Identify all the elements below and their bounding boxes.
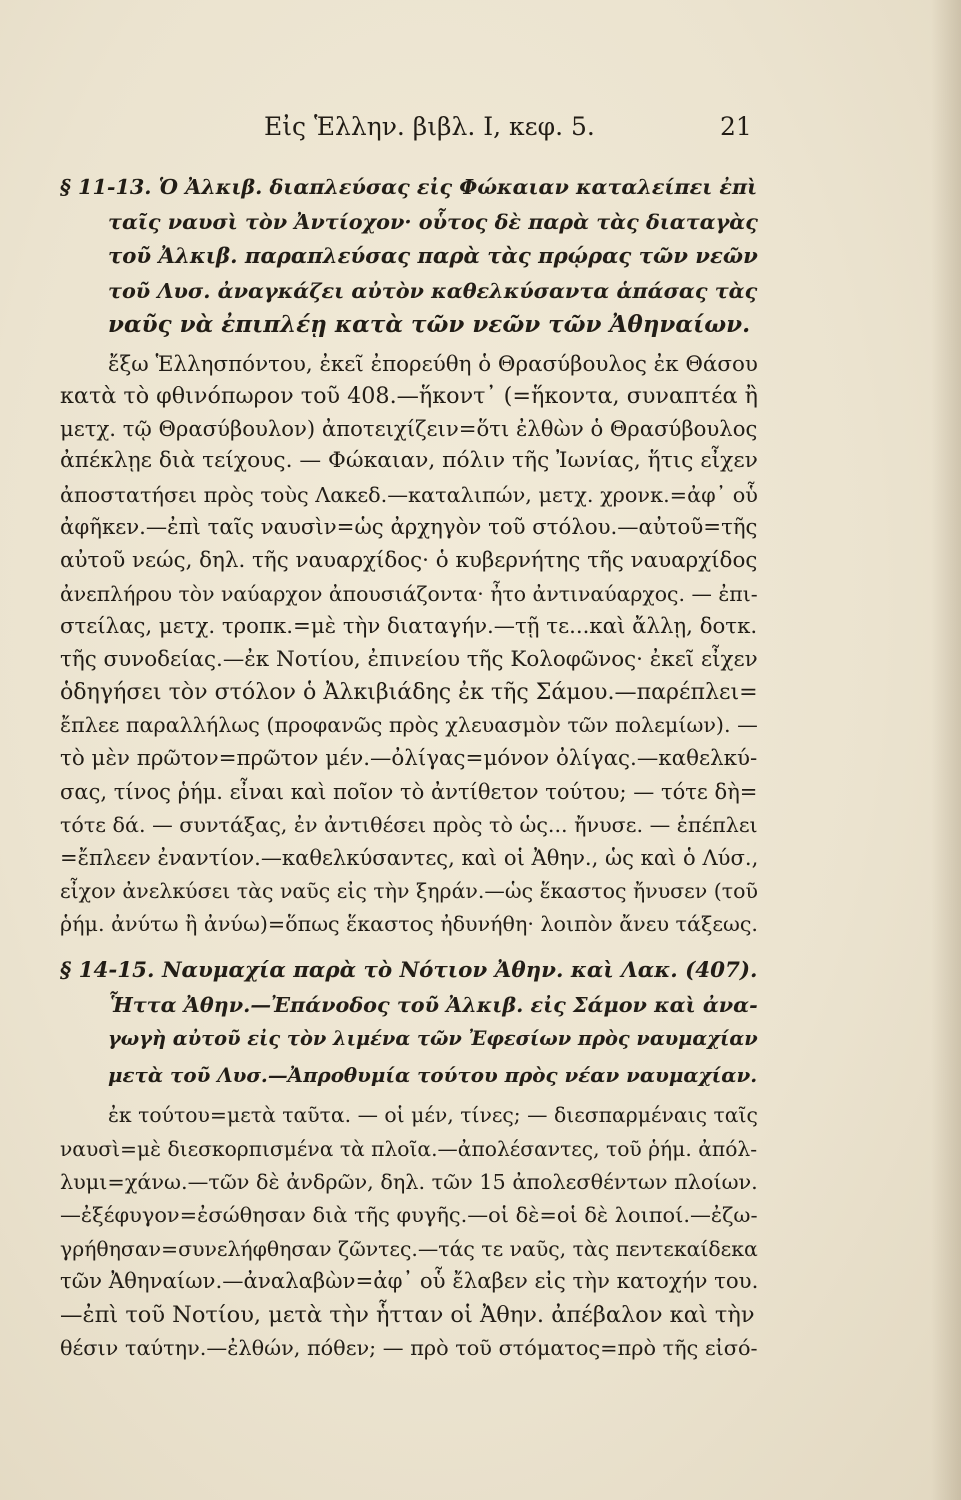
section2-body-line: ναυσὶ=μὲ διεσκορπισμένα τὰ πλοῖα.—ἀπολέσαντες, τοῦ ῥήμ. ἀπόλ- <box>60 1137 758 1161</box>
section1-body-line: τῆς συνοδείας.—ἐκ Νοτίου, ἐπινείου τῆς Κολοφῶνος· ἐκεῖ εἶχεν <box>60 647 758 672</box>
section1-body-line: ῥήμ. ἀνύτω ἢ ἀνύω)=ὅπως ἕκαστος ἠδυνήθη· λοιπὸν ἄνευ τάξεως. <box>60 912 758 936</box>
section2-heading-line: § 14-15. Ναυμαχία παρὰ τὸ Νότιον Ἀθην. καὶ Λακ. (407). <box>60 958 758 983</box>
section1-body-line: κατὰ τὸ φθινόπωρον τοῦ 408.—ἥκοντ᾽ (=ἥκοντα, συναπτέα ἢ <box>60 383 758 409</box>
section1-heading-line: τοῦ Ἀλκιβ. παραπλεύσας παρὰ τὰς πρῴρας τῶν νεῶν <box>108 244 758 269</box>
section1-body-line: ἀπέκλῃε διὰ τείχους. — Φώκαιαν, πόλιν τῆς Ἰωνίας, ἥτις εἶχεν <box>60 448 758 473</box>
section2-heading-line: γωγὴ αὐτοῦ εἰς τὸν λιμένα τῶν Ἐφεσίων πρὸς ναυμαχίαν <box>108 1027 758 1050</box>
page-edge-shadow <box>931 0 961 1500</box>
section2-body-line: λυμι=χάνω.—τῶν δὲ ἀνδρῶν, δηλ. τῶν 15 ἀπολεσθέντων πλοίων. <box>60 1170 758 1194</box>
section2-body-line: γρήθησαν=συνελήφθησαν ζῶντες.—τάς τε ναῦς, τὰς πεντεκαίδεκα <box>60 1237 758 1261</box>
section1-body-line: ἀφῆκεν.—ἐπὶ ταῖς ναυσὶν=ὡς ἀρχηγὸν τοῦ στόλου.—αὐτοῦ=τῆς <box>60 515 758 540</box>
section2-body-line: τῶν Ἀθηναίων.—ἀναλαβὼν=ἀφ᾽ οὗ ἔλαβεν εἰς τὴν κατοχήν του. <box>60 1269 759 1294</box>
section1-body-line: ἀποστατήσει πρὸς τοὺς Λακεδ.—καταλιπών, μετχ. χρονκ.=ἀφ᾽ οὗ <box>60 483 758 507</box>
section1-body-line: ἔξω Ἑλλησπόντου, ἐκεῖ ἐπορεύθη ὁ Θρασύβουλος ἐκ Θάσου <box>108 352 758 377</box>
section1-body-line: ὁδηγήσει τὸν στόλον ὁ Ἀλκιβιάδης ἐκ τῆς Σάμου.—παρέπλει= <box>60 679 758 705</box>
section2-body-line: —ἐπὶ τοῦ Νοτίου, μετὰ τὴν ἧτταν οἱ Ἀθην. ἀπέβαλον καὶ τὴν <box>60 1302 755 1328</box>
section1-body-line: εἶχον ἀνελκύσει τὰς ναῦς εἰς τὴν ξηράν.—ὡς ἕκαστος ἤνυσεν (τοῦ <box>60 879 758 903</box>
section1-body-line: ἔπλεε παραλλήλως (προφανῶς πρὸς χλευασμὸν τῶν πολεμίων). — <box>60 713 758 737</box>
section1-heading-line: § 11-13. Ὁ Ἀλκιβ. διαπλεύσας εἰς Φώκαιαν καταλείπει ἐπὶ <box>60 175 758 199</box>
section1-heading-line: ταῖς ναυσὶ τὸν Ἀντίοχον· οὗτος δὲ παρὰ τὰς διαταγὰς <box>108 210 758 234</box>
section1-heading-line: ναῦς νὰ ἐπιπλέῃ κατὰ τῶν νεῶν τῶν Ἀθηναίων. <box>108 311 751 338</box>
section1-body-line: τότε δά. — συντάξας, ἐν ἀντιθέσει πρὸς τὸ ὡς... ἤνυσε. — ἐπέπλει <box>60 813 758 837</box>
running-head: Εἰς Ἑλλην. βιβλ. I, κεφ. 5. <box>264 112 595 141</box>
section1-body-line: τὸ μὲν πρῶτον=πρῶτον μέν.—ὀλίγας=μόνον ὀλίγας.—καθελκύ- <box>60 746 758 771</box>
section2-body-line: ἐκ τούτου=μετὰ ταῦτα. — οἱ μέν, τίνες; — διεσπαρμέναις ταῖς <box>108 1103 758 1127</box>
section1-body-line: στείλας, μετχ. τροπκ.=μὲ τὴν διαταγήν.—τῇ τε...καὶ ἄλλῃ, δοτκ. <box>60 614 758 639</box>
section1-body-line: μετχ. τῷ Θρασύβουλον) ἀποτειχίζειν=ὅτι ἐλθὼν ὁ Θρασύβουλος <box>60 416 758 441</box>
section1-body-line: αὐτοῦ νεώς, δηλ. τῆς ναυαρχίδος· ὁ κυβερνήτης τῆς ναυαρχίδος <box>60 548 758 573</box>
page-header <box>0 108 961 148</box>
section1-body-line: ἀνεπλήρου τὸν ναύαρχον ἀπουσιάζοντα· ἦτο ἀντιναύαρχος. — ἐπι- <box>60 582 758 606</box>
page-number: 21 <box>720 112 752 141</box>
section2-heading-line: Ἧττα Ἀθην.—Ἐπάνοδος τοῦ Ἀλκιβ. εἰς Σάμον καὶ ἀνα- <box>108 993 758 1017</box>
section2-heading-line: μετὰ τοῦ Λυσ.—Ἀπροθυμία τούτου πρὸς νέαν ναυμαχίαν. <box>108 1063 758 1087</box>
section1-body-line: =ἔπλεεν ἐναντίον.—καθελκύσαντες, καὶ οἱ Ἀθην., ὡς καὶ ὁ Λύσ., <box>60 845 759 870</box>
section1-body-line: σας, τίνος ῥήμ. εἶναι καὶ ποῖον τὸ ἀντίθετον τούτου; — τότε δὴ= <box>60 779 758 804</box>
section2-body-line: θέσιν ταύτην.—ἐλθών, πόθεν; — πρὸ τοῦ στόματος=πρὸ τῆς εἰσό- <box>60 1336 758 1360</box>
section1-heading-line: τοῦ Λυσ. ἀναγκάζει αὐτὸν καθελκύσαντα ἁπάσας τὰς <box>108 279 758 303</box>
section2-body-line: —ἐξέφυγον=ἐσώθησαν διὰ τῆς φυγῆς.—οἱ δὲ=οἱ δὲ λοιποί.—ἐζω- <box>60 1203 758 1227</box>
